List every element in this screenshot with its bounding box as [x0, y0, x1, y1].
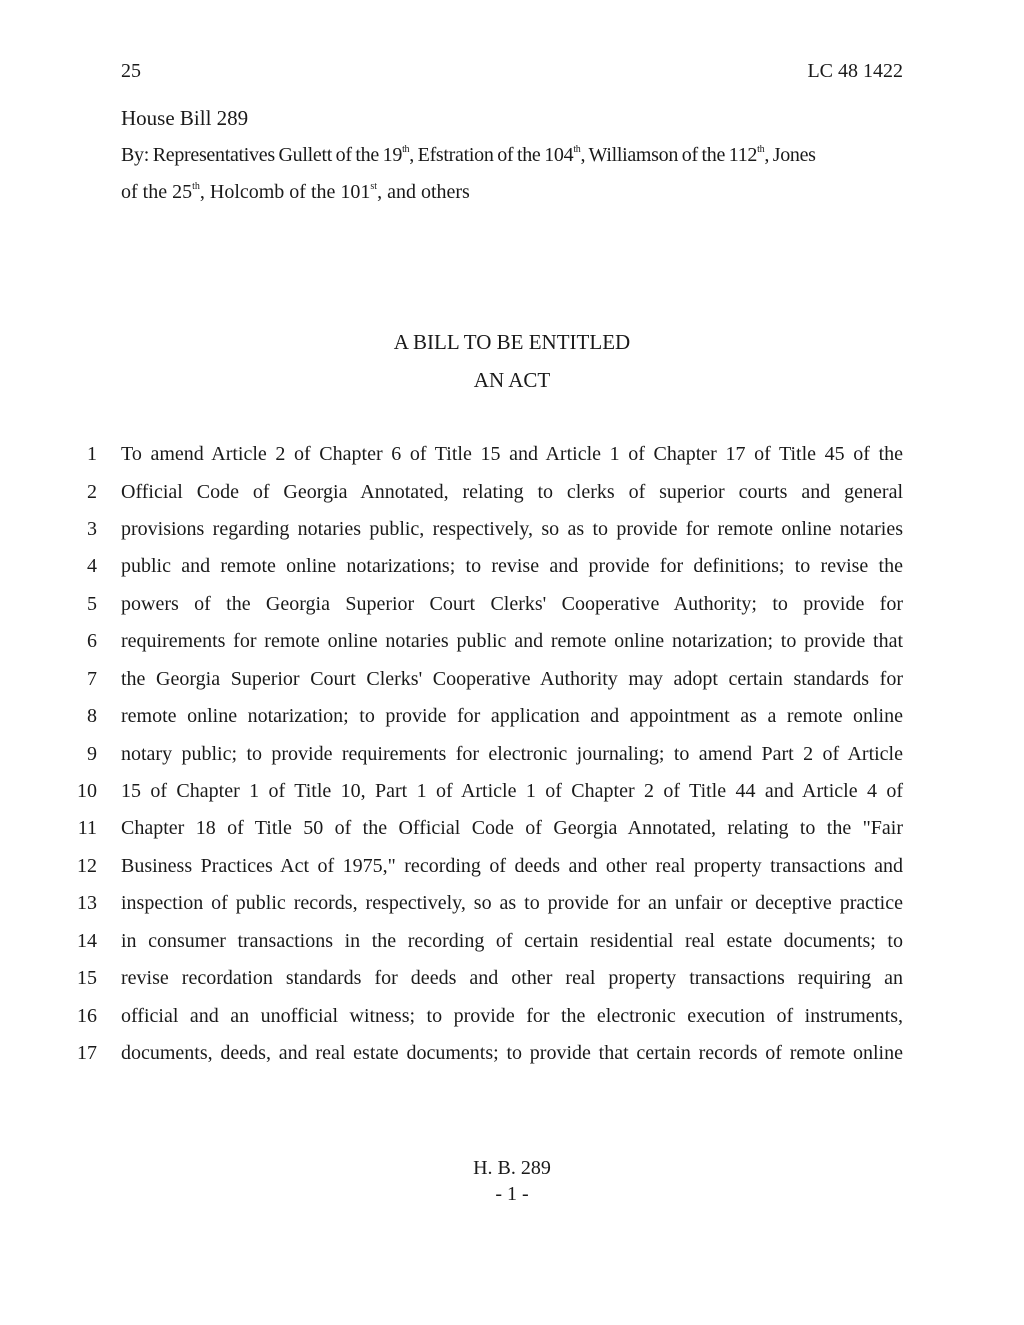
body-line: 15 of Chapter 1 of Title 10, Part 1 of Article 1 of Chapter 2 of Title 44 and Article 4 of [121, 780, 903, 802]
body-line: the Georgia Superior Court Clerks' Cooperative Authority may adopt certain standards for [121, 668, 903, 690]
body-line: remote online notarization; to provide for application and appointment as a remote online [121, 705, 903, 727]
footer-bill-ref: H. B. 289 [473, 1157, 551, 1179]
sponsors-line-2: of the 25th, Holcomb of the 101st, and others [121, 181, 470, 203]
line-number: 5 [87, 593, 97, 615]
line-number: 16 [77, 1005, 97, 1027]
line-number: 15 [77, 967, 97, 989]
body-line: provisions regarding notaries public, respectively, so as to provide for remote online notaries [121, 518, 903, 540]
body-line: Official Code of Georgia Annotated, relating to clerks of superior courts and general [121, 481, 903, 503]
sponsors-line-1: By: Representatives Gullett of the 19th, Efstration of the 104th, Williamson of the 112th, Jones [121, 144, 816, 166]
line-number: 11 [77, 817, 97, 839]
body-line: inspection of public records, respectively, so as to provide for an unfair or deceptive practice [121, 892, 903, 914]
session-number: 25 [121, 60, 141, 82]
body-line: To amend Article 2 of Chapter 6 of Title 15 and Article 1 of Chapter 17 of Title 45 of the [121, 443, 903, 465]
footer-page-number: - 1 - [495, 1183, 529, 1205]
body-line: official and an unofficial witness; to provide for the electronic execution of instruments, [121, 1005, 903, 1027]
line-number: 17 [77, 1042, 97, 1064]
body-line: Chapter 18 of Title 50 of the Official Code of Georgia Annotated, relating to the "Fair [121, 817, 903, 839]
line-number: 13 [77, 892, 97, 914]
line-number: 10 [77, 780, 97, 802]
line-number: 6 [87, 630, 97, 652]
body-line: notary public; to provide requirements for electronic journaling; to amend Part 2 of Article [121, 743, 903, 765]
line-number: 3 [87, 518, 97, 540]
line-number: 12 [77, 855, 97, 877]
line-number: 8 [87, 705, 97, 727]
bill-title: House Bill 289 [121, 106, 249, 130]
body-line: in consumer transactions in the recording of certain residential real estate documents; to [121, 930, 903, 952]
body-line: powers of the Georgia Superior Court Clerks' Cooperative Authority; to provide for [121, 593, 903, 615]
body-line: documents, deeds, and real estate documents; to provide that certain records of remote online [121, 1042, 903, 1064]
line-number: 14 [77, 930, 97, 952]
line-number: 1 [87, 443, 97, 465]
line-number: 7 [87, 668, 97, 690]
act-heading: AN ACT [473, 368, 551, 392]
body-line: public and remote online notarizations; to revise and provide for definitions; to revise the [121, 555, 903, 577]
body-line: revise recordation standards for deeds and other real property transactions requiring an [121, 967, 903, 989]
lc-number: LC 48 1422 [807, 60, 903, 82]
line-number: 2 [87, 481, 97, 503]
body-line: requirements for remote online notaries public and remote online notarization; to provide that [121, 630, 903, 652]
bill-heading: A BILL TO BE ENTITLED [393, 330, 631, 354]
line-number: 4 [87, 555, 97, 577]
line-number: 9 [87, 743, 97, 765]
body-line: Business Practices Act of 1975," recording of deeds and other real property transactions and [121, 855, 903, 877]
